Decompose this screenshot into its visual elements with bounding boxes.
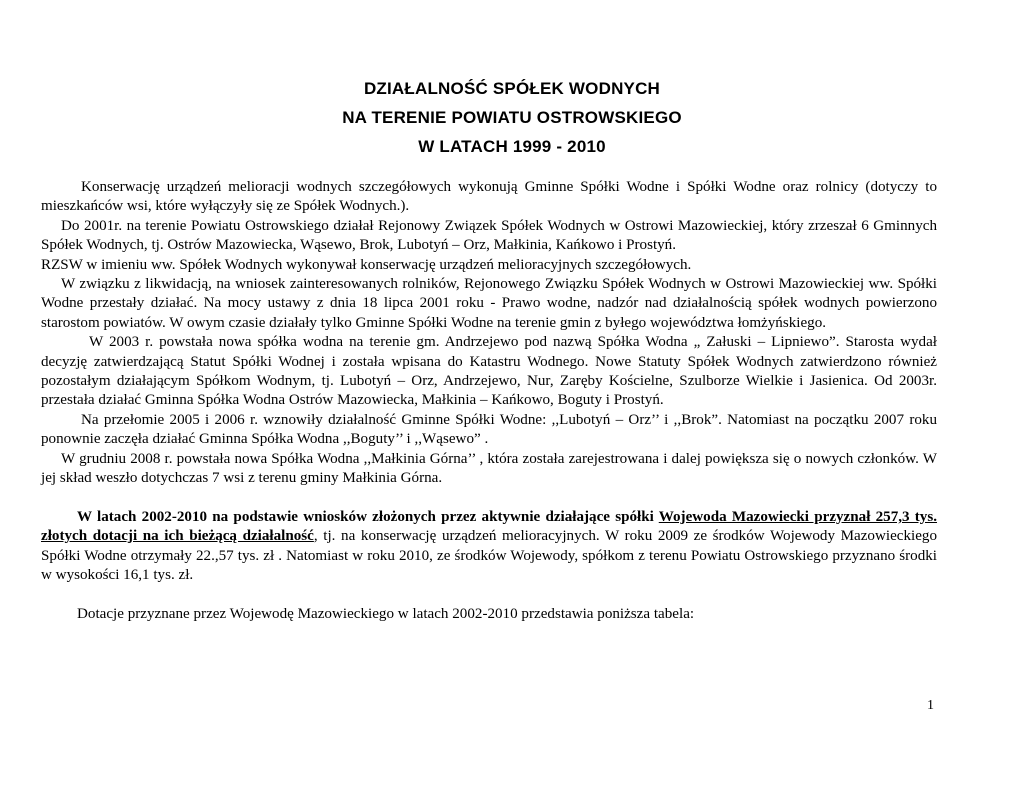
subsidies-details: , tj. na konserwację urządzeń melioracyjnych. W roku 2009 ze środków Wojewody Mazowieckiego Spółki Wodne otrzymały 22.,57 tys. zł . Natomiast w roku 2010, ze środków Wojewody, spółkom z terenu Powiatu Ostrowskiego przyznano środki w wysokości 16,1 tys. zł.: [41, 528, 938, 584]
paragraph-gap: [41, 489, 937, 508]
subsidies-bold-intro: W latach 2002-2010 na podstawie wniosków złożonych przez aktywnie działające spółki: [77, 508, 659, 525]
paragraph-conservation: Konserwację urządzeń melioracji wodnych szczegółowych wykonują Gminne Spółki Wodne i Spółki Wodne oraz rolnicy (dotyczy to mieszkańców wsi, które wyłączyły się ze Spółek Wodnych.).: [41, 179, 937, 215]
paragraph-subsidies: [41, 508, 937, 586]
paragraph-2005-2006: Na przełomie 2005 i 2006 r. wznowiły działalność Gminne Spółki Wodne: ,,Lubotyń – Orz’’ i ,,Brok”. Natomiast na początku 2007 roku ponownie zaczęła działać Gminna Spółka Wodna ,,Boguty’’ i ,,Wąsewo” .: [41, 411, 937, 448]
title-line-3: W LATACH 1999 - 2010: [418, 137, 606, 156]
paragraph-2008: W grudniu 2008 r. powstała nowa Spółka Wodna ,,Małkinia Górna’’ , która została zarejestrowana i dalej powiększa się o nowych członków. W jej skład weszło dotychczas 7 wsi z terenu gminy Małkinia Górna.: [41, 450, 937, 487]
paragraph-rzsw-work: RZSW w imieniu ww. Spółek Wodnych wykonywał konserwację urządzeń melioracyjnych szczegółowych.: [41, 256, 692, 273]
title-line-1: DZIAŁALNOŚĆ SPÓŁEK WODNYCH: [363, 79, 661, 98]
paragraph-2003: W 2003 r. powstała nowa spółka wodna na terenie gm. Andrzejewo pod nazwą Spółka Wodna „ Załuski – Lipniewo”. Starosta wydał decyzję zatwierdzającą Statut Spółki Wodnej i została wpisana do Katastru Wodnego. Nowe Statuty Spółek Wodnych zatwierdzono również pozostałym działającym Spółkom Wodnym, tj. Lubotyń – Orz, Andrzejewo, Nur, Zaręby Kościelne, Szulborze Wielkie i Jasienica. Od 2003r. przestała działać Gminna Spółka Wodna Ostrów Mazowiecka, Małkinia – Kańkowo, Boguty i Prostyń.: [41, 334, 937, 409]
paragraph-table-intro: Dotacje przyznane przez Wojewodę Mazowieckiego w latach 2002-2010 przedstawia poniższa tabela:: [77, 605, 695, 622]
page-number: 1: [927, 698, 934, 713]
document-body: [41, 178, 937, 624]
subsidies-underlined-amount: Wojewoda Mazowiecki przyznał 257,3 tys. złotych dotacji na ich bieżącą działalność: [41, 508, 938, 545]
title-line-2: NA TERENIE POWIATU OSTROWSKIEGO: [342, 108, 682, 127]
paragraph-gap: [41, 586, 937, 605]
paragraph-liquidation: W związku z likwidacją, na wniosek zainteresowanych rolników, Rejonowego Związku Spółek Wodnych w Ostrowi Mazowieckiej ww. Spółki Wodne przestały działać. Na mocy ustawy z dnia 18 lipca 2001 roku - Prawo wodne, nadzór nad działalnością spółek wodnych powierzono starostom powiatów. W owym czasie działały tylko Gminne Spółki Wodne na terenie gmin z byłego województwa łomżyńskiego.: [41, 276, 937, 331]
paragraph-rzsw-history: Do 2001r. na terenie Powiatu Ostrowskiego działał Rejonowy Związek Spółek Wodnych w Ostrowi Mazowieckiej, który zrzeszał 6 Gminnych Spółek Wodnych, tj. Ostrów Mazowiecka, Wąsewo, Brok, Lubotyń – Orz, Małkinia, Kańkowo i Prostyń.: [41, 217, 937, 254]
